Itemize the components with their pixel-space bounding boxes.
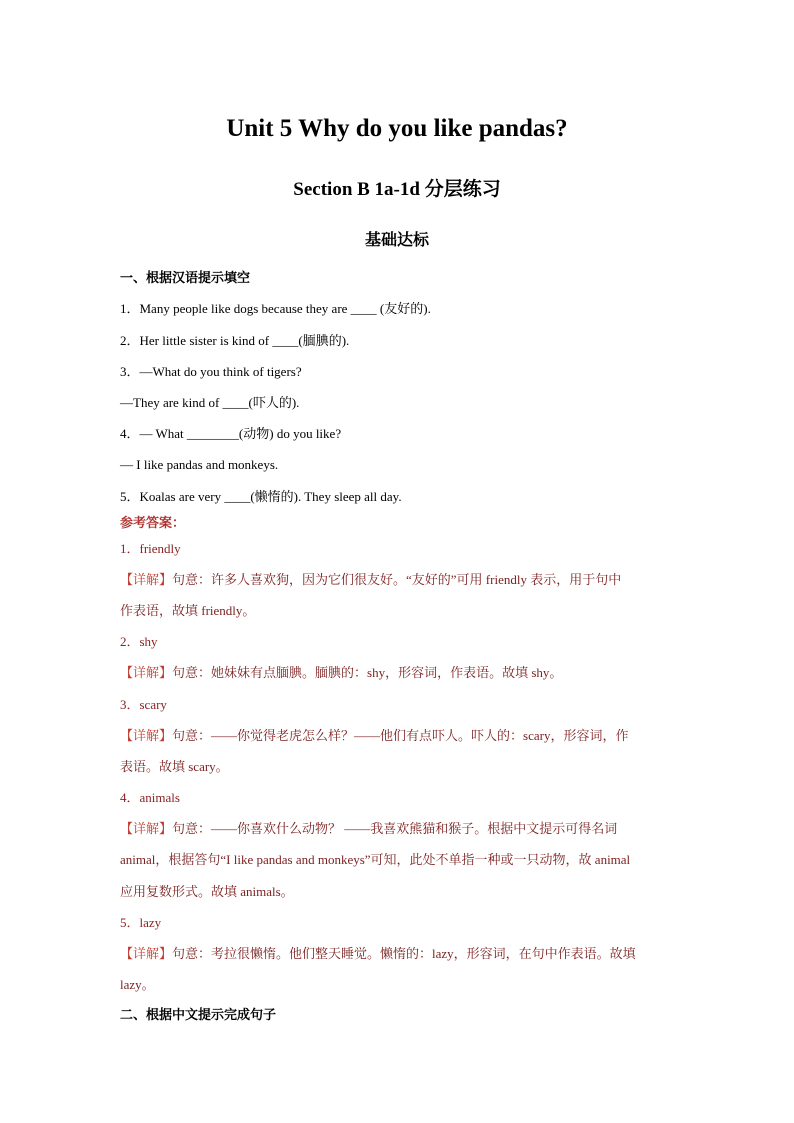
question-line: 3．—What do you think of tigers? bbox=[120, 364, 302, 379]
section2-heading: 二、根据中文提示完成句子 bbox=[120, 1007, 277, 1022]
answer-detail: 【详解】句意：许多人喜欢狗，因为它们很友好。“友好的”可用 friendly 表示，用于句中 bbox=[120, 572, 622, 587]
level-heading: 基础达标 bbox=[364, 232, 429, 249]
question-line: —They are kind of ____(吓人的). bbox=[120, 395, 300, 410]
answer-detail: 【详解】句意：考拉很懒惰。他们整天睡觉。懒惰的：lazy，形容词，在句中作表语。故填 bbox=[120, 946, 636, 961]
answer-detail: 表语。故填 scary。 bbox=[120, 759, 229, 774]
answer-detail: 【详解】句意：——你喜欢什么动物？ ——我喜欢熊猫和猴子。根据中文提示可得名词 bbox=[120, 821, 618, 836]
question-line: 4．— What ________(动物) do you like? bbox=[120, 426, 342, 441]
answer-item: 2．shy bbox=[120, 634, 158, 649]
detail-tag: 【详解】 bbox=[120, 946, 173, 961]
detail-tag: 【详解】 bbox=[120, 728, 173, 743]
section-subtitle: Section B 1a-1d 分层练习 bbox=[293, 179, 501, 200]
unit-title: Unit 5 Why do you like pandas? bbox=[226, 115, 568, 142]
answers-heading: 参考答案： bbox=[120, 515, 186, 530]
question-line: 1．Many people like dogs because they are ____ (友好的). bbox=[120, 301, 431, 316]
answer-item: 3．scary bbox=[120, 697, 167, 712]
section1-heading: 一、根据汉语提示填空 bbox=[120, 270, 251, 285]
answer-item: 1．friendly bbox=[120, 541, 181, 556]
detail-tag: 【详解】 bbox=[120, 821, 173, 836]
question-line: — I like pandas and monkeys. bbox=[120, 457, 279, 472]
answer-detail: 【详解】句意：她妹妹有点腼腆。腼腆的：shy，形容词，作表语。故填 shy。 bbox=[120, 665, 563, 680]
answer-item: 5．lazy bbox=[120, 915, 162, 930]
detail-tag: 【详解】 bbox=[120, 572, 173, 587]
answer-detail: animal，根据答句“I like pandas and monkeys”可知，此处不单指一种或一只动物，故 animal bbox=[120, 852, 631, 867]
detail-tag: 【详解】 bbox=[120, 665, 173, 680]
answer-detail: 【详解】句意：——你觉得老虎怎么样？——他们有点吓人。吓人的：scary，形容词，作 bbox=[120, 728, 629, 743]
answer-detail: 作表语，故填 friendly。 bbox=[120, 603, 256, 618]
answer-detail: lazy。 bbox=[120, 977, 155, 992]
answer-detail: 应用复数形式。故填 animals。 bbox=[120, 884, 294, 899]
question-line: 2．Her little sister is kind of ____(腼腆的). bbox=[120, 333, 350, 348]
question-line: 5．Koalas are very ____(懒惰的). They sleep all day. bbox=[120, 489, 402, 504]
answer-item: 4．animals bbox=[120, 790, 180, 805]
